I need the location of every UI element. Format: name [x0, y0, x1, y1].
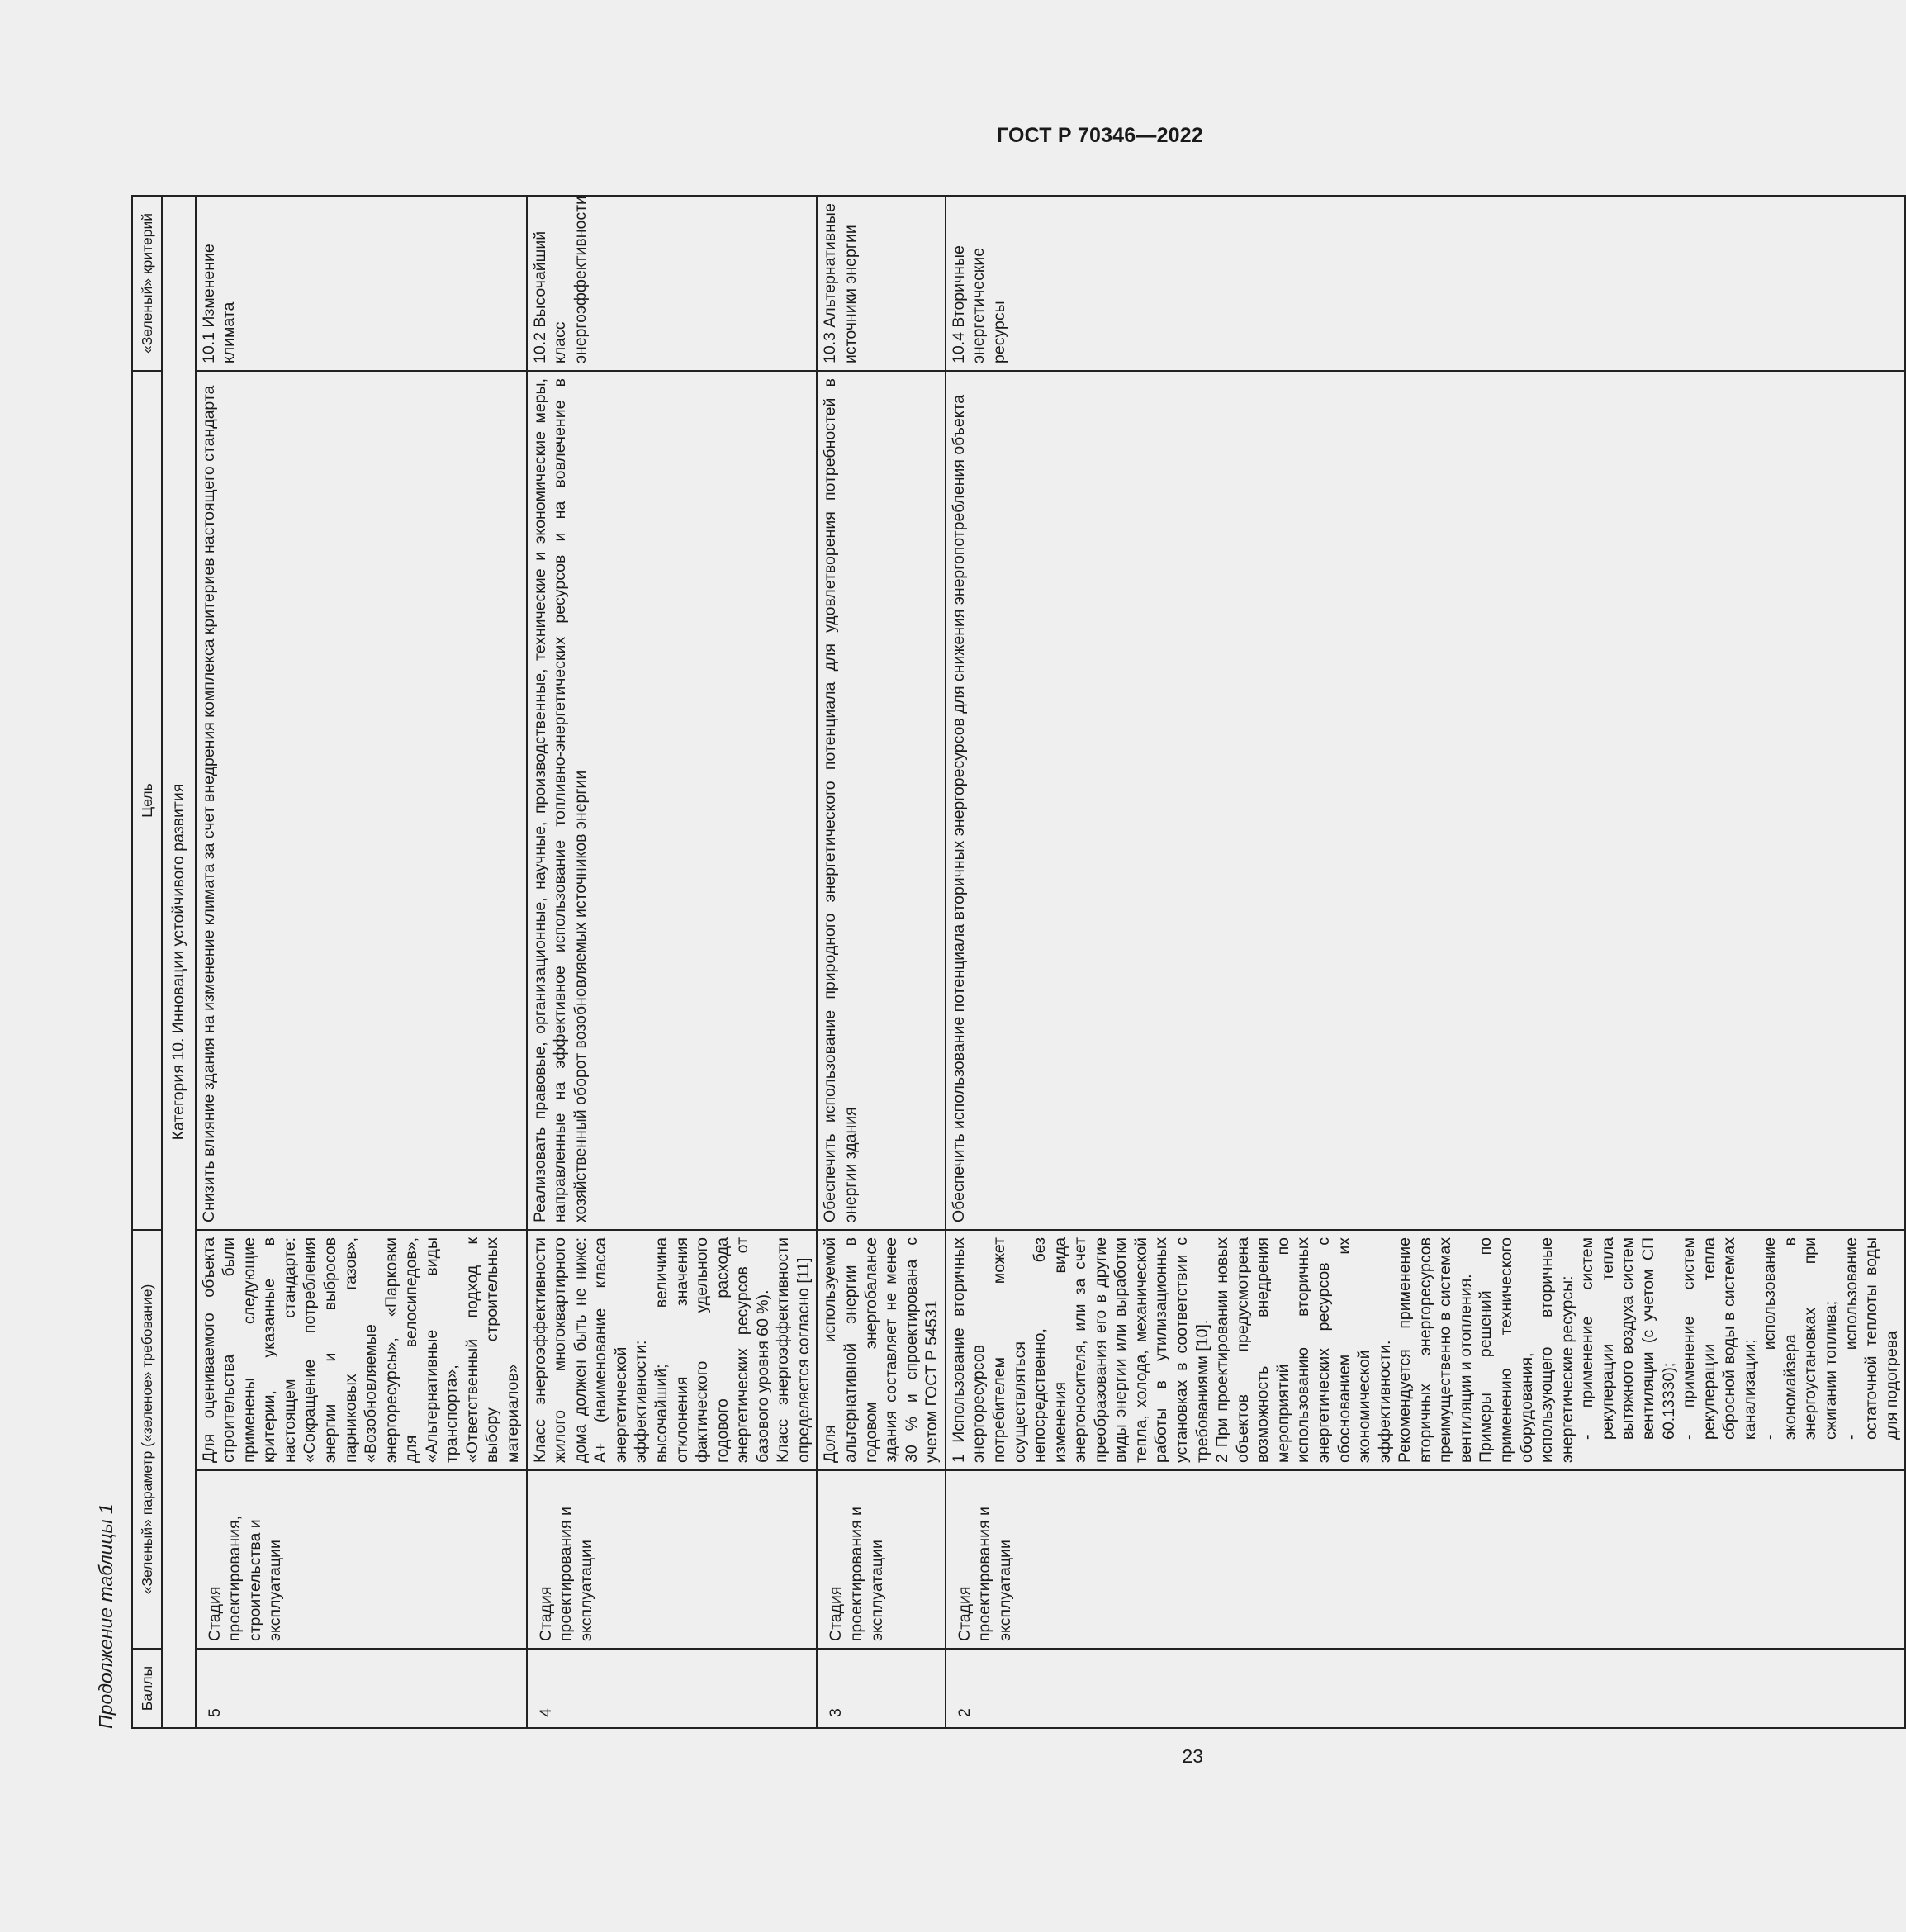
- goal-cell: Обеспечить использование потенциала вторичных энергоресурсов для снижения энергопотребления объекта: [946, 371, 1905, 1230]
- criterion-cell: 10.4 Вторичные энергетические ресурсы: [946, 196, 1905, 371]
- points-cell: 5: [196, 1649, 527, 1728]
- criteria-table: [131, 195, 1906, 1729]
- table-caption: Продолжение таблицы 1: [95, 1503, 116, 1729]
- goal-cell: Снизить влияние здания на изменение климата за счет внедрения комплекса критериев настоящего стандарта: [196, 371, 527, 1230]
- standard-header: ГОСТ Р 70346—2022: [996, 124, 1203, 147]
- category-row: [162, 196, 196, 1728]
- stage-cell: Стадия проектирования и эксплуатации: [527, 1470, 818, 1649]
- criterion-cell: 10.3 Альтернативные источники энергии: [817, 196, 945, 371]
- column-header-points: Баллы: [132, 1649, 162, 1728]
- goal-cell: Обеспечить использование природного энергетического потенциала для удовлетворения потребностей в энергии здания: [817, 371, 945, 1230]
- parameter-cell: [196, 1230, 527, 1470]
- parameter-line: 1 Использование вторичных энергоресурсов потребителем может осуществляться непосредственно, без изменения вида энергоносителя, или за счет преобразования его в другие виды энергии или выработки тепла, холода, механической работы в утилизационных установках в соответствии с требованиями [10].: [949, 1237, 1211, 1463]
- stage-cell: Стадия проектирования и эксплуатации: [817, 1470, 945, 1649]
- page-number: 23: [1182, 1745, 1203, 1767]
- parameter-cell: [946, 1230, 1905, 1470]
- parameter-line: Рекомендуется применение вторичных энергоресурсов преимущественно в системах вентиляции и отопления.: [1396, 1237, 1475, 1463]
- table-row: [527, 196, 818, 1728]
- parameter-line: Доля используемой альтернативной энергии в годовом энергобалансе здания составляет не менее 30 % и спроектирована с учетом ГОСТ Р 54531: [821, 1237, 941, 1463]
- points-cell: 3: [817, 1649, 945, 1728]
- table-container: [131, 196, 1901, 1729]
- criterion-cell: 10.1 Изменение климата: [196, 196, 527, 371]
- criterion-cell: 10.2 Высочайший класс энергоэффективности: [527, 196, 818, 371]
- points-cell: 2: [946, 1649, 1905, 1728]
- table-row: [946, 196, 1905, 1728]
- parameter-line: Примеры решений по применению технического оборудования, использующего вторичные энергетические ресурсы:: [1477, 1237, 1576, 1463]
- parameter-line: Класс энергоэффективности жилого многоквартирного дома должен быть не ниже: А+ (наименование класса энергетической эффективности: высочайший; величина отклонения значения фактического удельного годового расхода энергетических ресурсов от базового уровня 60 %).: [530, 1237, 772, 1463]
- table-row: [817, 196, 945, 1728]
- parameter-line: - применение систем рекуперации тепла сбросной воды в системах канализации;: [1680, 1237, 1759, 1440]
- stage-cell: Стадия проектирования, строительства и эксплуатации: [196, 1470, 527, 1649]
- parameter-line: - применение систем рекуперации тепла вытяжного воздуха систем вентиляции (с учетом СП 60.13330);: [1578, 1237, 1678, 1440]
- parameter-line: Для оцениваемого объекта строительства были применены следующие критерии, указанные в настоящем стандарте: «Сокращение потребления энергии и выбросов парниковых газов», «Возобновляемые энергоресурсы», «Парковки для велосипедов», «Альтернативные виды транспорта», «Ответственный подход к выбору строительных материалов»: [199, 1237, 523, 1463]
- parameter-line: 2 При проектировании новых объектов предусмотрена возможность внедрения мероприятий по использованию вторичных энергетических ресурсов с обоснованием их экономической эффективности.: [1213, 1237, 1394, 1463]
- column-header-parameter: «Зеленый» параметр («зеленое» требование): [132, 1230, 162, 1649]
- goal-cell: Реализовать правовые, организационные, научные, производственные, технические и экономические меры, направленные на эффективное использование топливно-энергетических ресурсов и на вовлечение в хозяйственный оборот возобновляемых источников энергии: [527, 371, 818, 1230]
- column-header-row: [132, 196, 162, 1728]
- parameter-line: - использование остаточной теплоты воды для подогрева: [1842, 1237, 1901, 1440]
- column-header-goal: Цель: [132, 371, 162, 1230]
- table-row: [196, 196, 527, 1728]
- parameter-line: Класс энергоэффективности определяется согласно [11]: [774, 1237, 813, 1463]
- parameter-cell: [817, 1230, 945, 1470]
- column-header-criterion: «Зеленый» критерий: [132, 196, 162, 371]
- category-title: Категория 10. Инновации устойчивого развития: [162, 196, 196, 1728]
- points-cell: 4: [527, 1649, 818, 1728]
- parameter-cell: [527, 1230, 818, 1470]
- stage-cell: Стадия проектирования и эксплуатации: [946, 1470, 1905, 1649]
- parameter-line: - использование экономайзера в энергоустановках при сжигании топлива;: [1761, 1237, 1841, 1440]
